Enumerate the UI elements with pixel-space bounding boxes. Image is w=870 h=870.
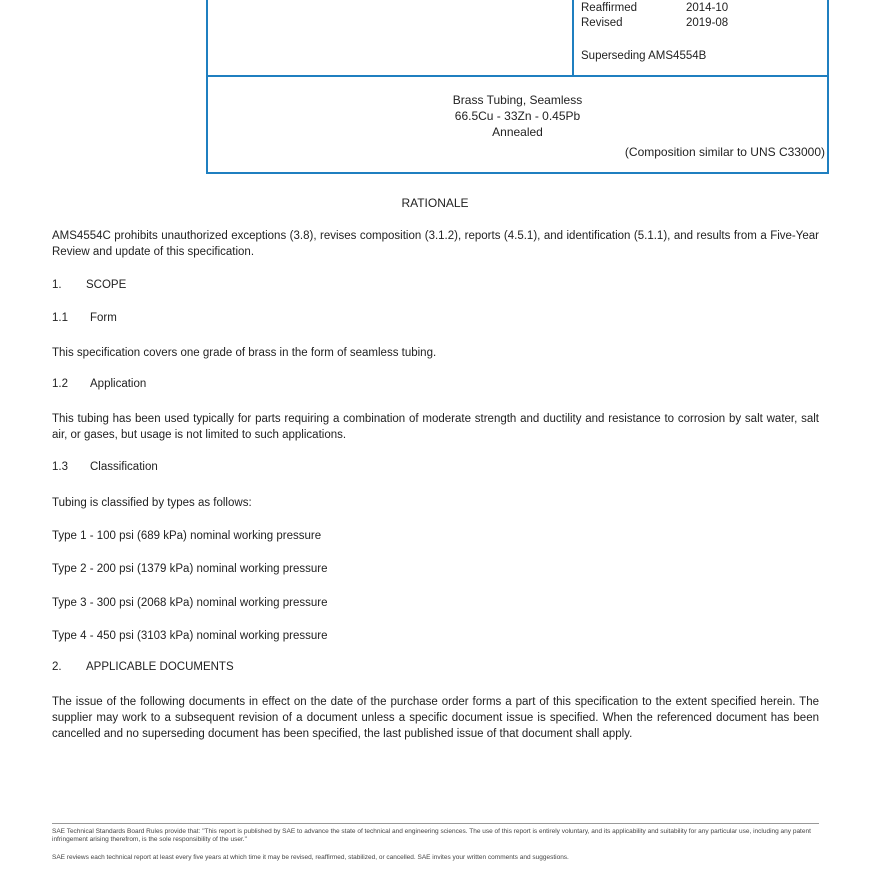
application-text: This tubing has been used typically for parts requiring a combination of moderate strength and ductility and resistance to corrosion by salt water, salt air, or gases, but usage is not limited to such applications. <box>52 413 819 441</box>
applicable-documents-text: The issue of the following documents in effect on the date of the purchase order forms a part of this specification to the extent specified herein. The supplier may work to a subsequent revision of a document unless a specific document issue is specified. When the referenced document has been cancelled and no superseding document has been specified, the last published issue of that document shall apply. <box>52 696 819 740</box>
title-line-2: 66.5Cu - 33Zn - 0.45Pb <box>454 109 581 123</box>
composition-note: (Composition similar to UNS C33000) <box>624 145 825 159</box>
section-number: 1.1 <box>52 312 68 324</box>
section-1-2-heading <box>52 378 146 390</box>
type-1-line: Type 1 - 100 psi (689 kPa) nominal working pressure <box>52 530 322 542</box>
section-number: 1.3 <box>52 461 68 473</box>
type-2-line: Type 2 - 200 psi (1379 kPa) nominal working pressure <box>52 563 328 575</box>
footer-note-1: SAE Technical Standards Board Rules provide that: "This report is published by SAE to advance the state of technical and engineering sciences. The use of this report is entirely voluntary, and its applicability and suitability for any particular use, including any patent infringement arising therefrom, is the sole responsibility of the user." <box>52 828 811 843</box>
superseding-note: Superseding AMS4554B <box>581 50 707 62</box>
classification-intro: Tubing is classified by types as follows: <box>52 497 252 509</box>
section-number: 1. <box>52 279 62 291</box>
section-number: 1.2 <box>52 378 68 390</box>
footer-note-2: SAE reviews each technical report at least every five years at which time it may be revised, reaffirmed, stabilized, or cancelled. SAE invites your written comments and suggestions. <box>52 854 569 861</box>
title-area <box>206 0 829 174</box>
section-1-3-heading <box>52 461 158 473</box>
type-3-line: Type 3 - 300 psi (2068 kPa) nominal working pressure <box>52 597 328 609</box>
rationale-text: AMS4554C prohibits unauthorized exceptions (3.8), revises composition (3.1.2), reports (4.5.1), and identification (5.1.1), and results from a Five-Year Review and update of this specification. <box>52 230 819 258</box>
section-2-heading <box>52 661 234 673</box>
form-text: This specification covers one grade of brass in the form of seamless tubing. <box>52 347 437 359</box>
section-1-heading <box>52 279 126 291</box>
section-1-1-heading <box>52 312 117 324</box>
section-title: Form <box>90 312 117 324</box>
title-line-3: Annealed <box>492 125 543 139</box>
footer-divider <box>52 823 819 824</box>
title-line-1: Brass Tubing, Seamless <box>452 93 583 107</box>
section-title: APPLICABLE DOCUMENTS <box>86 661 234 673</box>
document-title <box>206 92 829 140</box>
revised-label: Revised <box>581 17 623 29</box>
revised-date: 2019-08 <box>686 17 729 29</box>
rationale-heading: RATIONALE <box>401 196 469 210</box>
reaffirmed-date: 2014-10 <box>686 2 729 14</box>
section-number: 2. <box>52 661 62 673</box>
type-4-line: Type 4 - 450 psi (3103 kPa) nominal working pressure <box>52 630 328 642</box>
section-title: Classification <box>90 461 158 473</box>
section-title: Application <box>90 378 147 390</box>
reaffirmed-label: Reaffirmed <box>581 2 638 14</box>
section-title: SCOPE <box>86 279 127 291</box>
